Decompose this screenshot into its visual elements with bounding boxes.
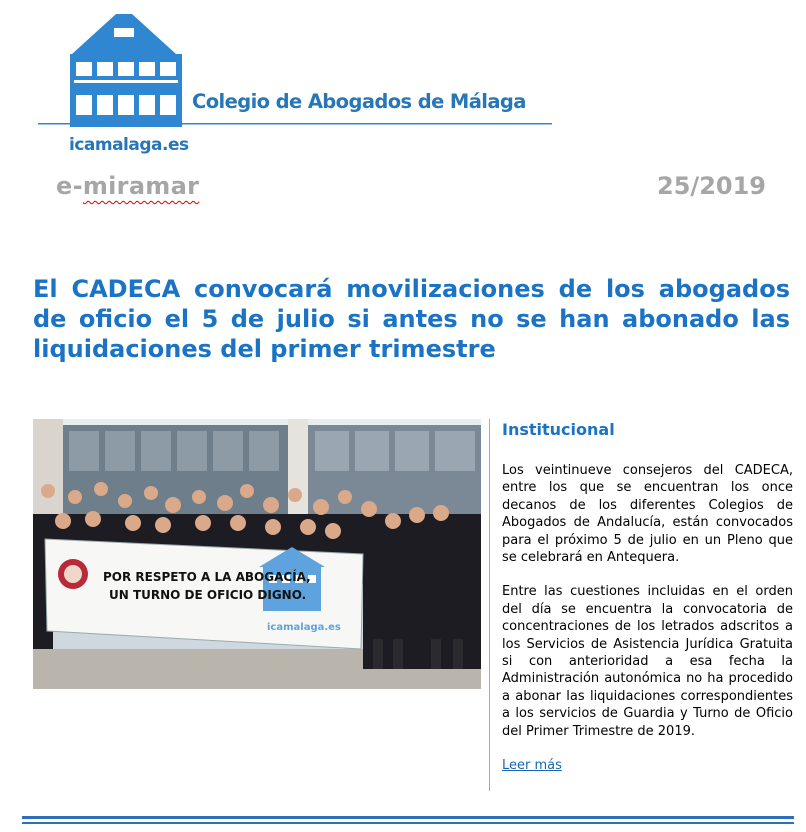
lawyers-protest-photo [33, 419, 481, 689]
read-more-link[interactable]: Leer más [502, 758, 562, 774]
newsletter-name [56, 172, 199, 200]
banner-text-line1: POR RESPETO A LA ABOGACÍA, [103, 570, 311, 584]
banner-text-line2: UN TURNO DE OFICIO DIGNO. [109, 588, 307, 602]
article-paragraph-2: Entre las cuestiones incluidas en el orden del día se encuentra la convocatoria de concentraciones de los letrados adscritos a los Servicios de Asistencia Jurídica Gratuita si con anterioridad a esa fecha la Administración autonómica no ha procedido a abonar las liquidaciones correspondientes a los servicios de Guardia y Turno de Oficio del Primer Trimestre de 2019. [502, 584, 793, 739]
article-headline: El CADECA convocará movilizaciones de los abogados de oficio el 5 de julio si antes no se han abonado las liquidaciones del primer trimestre [33, 275, 790, 363]
org-name: Colegio de Abogados de Málaga [192, 90, 526, 113]
banner-domain: icamalaga.es [267, 622, 341, 633]
footer-rule-top [22, 816, 794, 819]
header-logo[interactable] [36, 10, 556, 155]
column-divider [489, 419, 490, 791]
org-domain: icamalaga.es [69, 135, 189, 155]
section-label: Institucional [502, 420, 615, 439]
newsletter-name-rest: miramar [82, 172, 200, 200]
footer-rule-bottom [22, 822, 794, 824]
issue-number: 25/2019 [657, 172, 766, 200]
article-photo[interactable] [33, 419, 481, 689]
article-body [502, 420, 793, 775]
article-paragraph-1: Los veintinueve consejeros del CADECA, entre los que se encuentran los once decanos de los diferentes Colegios de Abogados de Andalucía, están convocados para el próximo 5 de julio en un Pleno que se celebrará en Antequera. [502, 463, 793, 566]
building-logo-icon [36, 10, 556, 150]
newsletter-name-prefix: e- [56, 172, 83, 200]
